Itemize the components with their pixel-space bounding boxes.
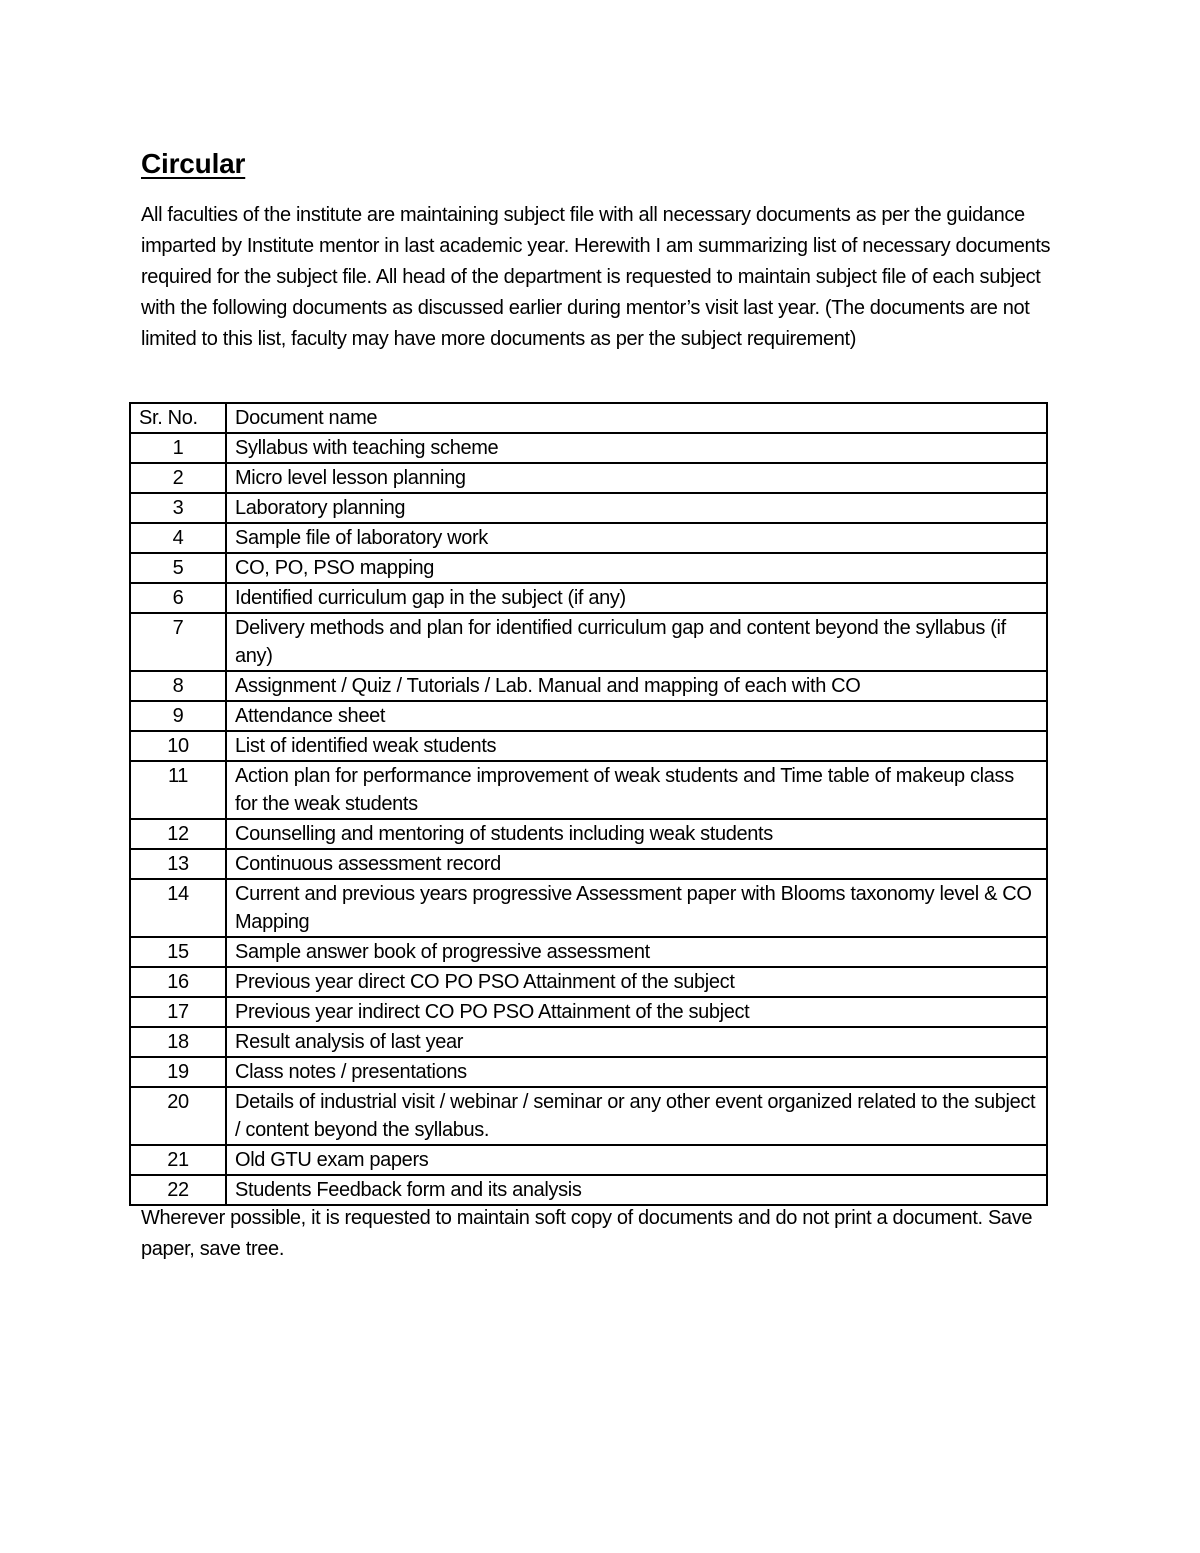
row-number: 1: [130, 433, 226, 463]
table-header-row: [130, 403, 1047, 433]
row-document-name: Attendance sheet: [226, 701, 1047, 731]
documents-table: [129, 402, 1048, 1206]
row-document-name: Continuous assessment record: [226, 849, 1047, 879]
table-row: [130, 1175, 1047, 1205]
row-number: 21: [130, 1145, 226, 1175]
row-document-name: Micro level lesson planning: [226, 463, 1047, 493]
row-number: 3: [130, 493, 226, 523]
row-number: 7: [130, 613, 226, 671]
header-sr-no: Sr. No.: [130, 403, 226, 433]
table-row: [130, 523, 1047, 553]
row-document-name: CO, PO, PSO mapping: [226, 553, 1047, 583]
table-row: [130, 671, 1047, 701]
table-row: [130, 937, 1047, 967]
row-document-name: Class notes / presentations: [226, 1057, 1047, 1087]
row-document-name: Details of industrial visit / webinar / seminar or any other event organized related to the subject / content beyond the syllabus.: [226, 1087, 1047, 1145]
row-document-name: Syllabus with teaching scheme: [226, 433, 1047, 463]
row-document-name: Old GTU exam papers: [226, 1145, 1047, 1175]
row-number: 12: [130, 819, 226, 849]
table-row: [130, 997, 1047, 1027]
row-document-name: Current and previous years progressive Assessment paper with Blooms taxonomy level & CO Mapping: [226, 879, 1047, 937]
row-number: 4: [130, 523, 226, 553]
row-number: 17: [130, 997, 226, 1027]
row-number: 8: [130, 671, 226, 701]
table-body: [130, 433, 1047, 1205]
table-row: [130, 819, 1047, 849]
row-number: 22: [130, 1175, 226, 1205]
row-document-name: Sample answer book of progressive assessment: [226, 937, 1047, 967]
footer-note: Wherever possible, it is requested to maintain soft copy of documents and do not print a document. Save paper, save tree.: [141, 1207, 1033, 1260]
row-number: 11: [130, 761, 226, 819]
row-document-name: Identified curriculum gap in the subject (if any): [226, 583, 1047, 613]
row-number: 5: [130, 553, 226, 583]
row-document-name: Assignment / Quiz / Tutorials / Lab. Manual and mapping of each with CO: [226, 671, 1047, 701]
row-document-name: Students Feedback form and its analysis: [226, 1175, 1047, 1205]
row-number: 10: [130, 731, 226, 761]
row-document-name: List of identified weak students: [226, 731, 1047, 761]
table-row: [130, 463, 1047, 493]
table-row: [130, 761, 1047, 819]
table-row: [130, 731, 1047, 761]
row-document-name: Result analysis of last year: [226, 1027, 1047, 1057]
table-row: [130, 849, 1047, 879]
row-number: 13: [130, 849, 226, 879]
header-document-name: Document name: [226, 403, 1047, 433]
table-row: [130, 1087, 1047, 1145]
row-document-name: Counselling and mentoring of students including weak students: [226, 819, 1047, 849]
row-document-name: Action plan for performance improvement of weak students and Time table of makeup class for the weak students: [226, 761, 1047, 819]
row-number: 9: [130, 701, 226, 731]
intro-paragraph: All faculties of the institute are maintaining subject file with all necessary documents as per the guidance imparted by Institute mentor in last academic year. Herewith I am summarizing list of necessary documents required for the subject file. All head of the department is requested to maintain subject file of each subject with the following documents as discussed earlier during mentor’s visit last year. (The documents are not limited to this list, faculty may have more documents as per the subject requirement): [141, 204, 1051, 350]
row-document-name: Laboratory planning: [226, 493, 1047, 523]
table-row: [130, 879, 1047, 937]
row-number: 20: [130, 1087, 226, 1145]
row-number: 18: [130, 1027, 226, 1057]
table-row: [130, 701, 1047, 731]
table-row: [130, 613, 1047, 671]
row-document-name: Sample file of laboratory work: [226, 523, 1047, 553]
row-document-name: Previous year indirect CO PO PSO Attainment of the subject: [226, 997, 1047, 1027]
row-number: 2: [130, 463, 226, 493]
table-row: [130, 1145, 1047, 1175]
row-number: 15: [130, 937, 226, 967]
table-row: [130, 433, 1047, 463]
row-number: 6: [130, 583, 226, 613]
row-document-name: Delivery methods and plan for identified curriculum gap and content beyond the syllabus (if any): [226, 613, 1047, 671]
row-document-name: Previous year direct CO PO PSO Attainment of the subject: [226, 967, 1047, 997]
table-row: [130, 1027, 1047, 1057]
table-row: [130, 493, 1047, 523]
table-row: [130, 553, 1047, 583]
row-number: 14: [130, 879, 226, 937]
table-row: [130, 1057, 1047, 1087]
row-number: 19: [130, 1057, 226, 1087]
row-number: 16: [130, 967, 226, 997]
table-row: [130, 967, 1047, 997]
page-title: Circular: [141, 148, 246, 179]
table-row: [130, 583, 1047, 613]
